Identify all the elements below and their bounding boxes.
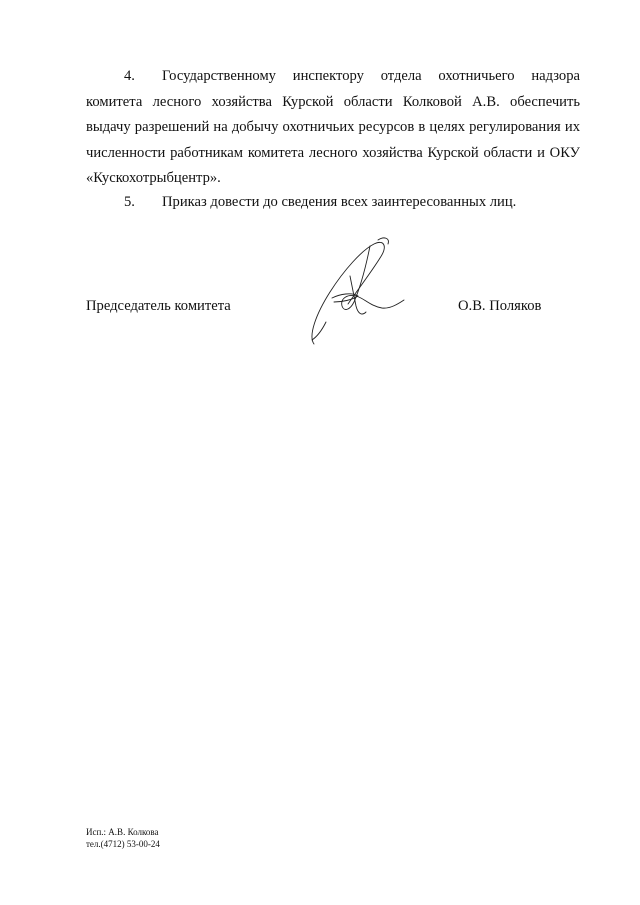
signature-icon — [304, 236, 410, 348]
item-number: 5. — [124, 194, 135, 210]
executor-footer — [86, 826, 160, 850]
signer-name: О.В. Поляков — [458, 298, 542, 314]
item-text: Приказ довести до сведения всех заинтересованных лиц. — [162, 194, 517, 210]
signer-position: Председатель комитета — [86, 298, 231, 314]
executor-name: Исп.: А.В. Колкова — [86, 827, 159, 837]
item-number: 4. — [124, 68, 135, 84]
item-text: Государственному инспектору отдела охотничьего надзора комитета лесного хозяйства Курской области Колковой А.В. обеспечить выдачу разрешений на добычу охотничьих ресурсов в целях регулирования их численности работникам комитета лесного хозяйства Курской области и ОКУ «Кускохотрыбцентр». — [86, 68, 580, 186]
order-item-5 — [86, 190, 580, 216]
executor-phone: тел.(4712) 53-00-24 — [86, 839, 160, 849]
order-item-4 — [86, 64, 580, 192]
